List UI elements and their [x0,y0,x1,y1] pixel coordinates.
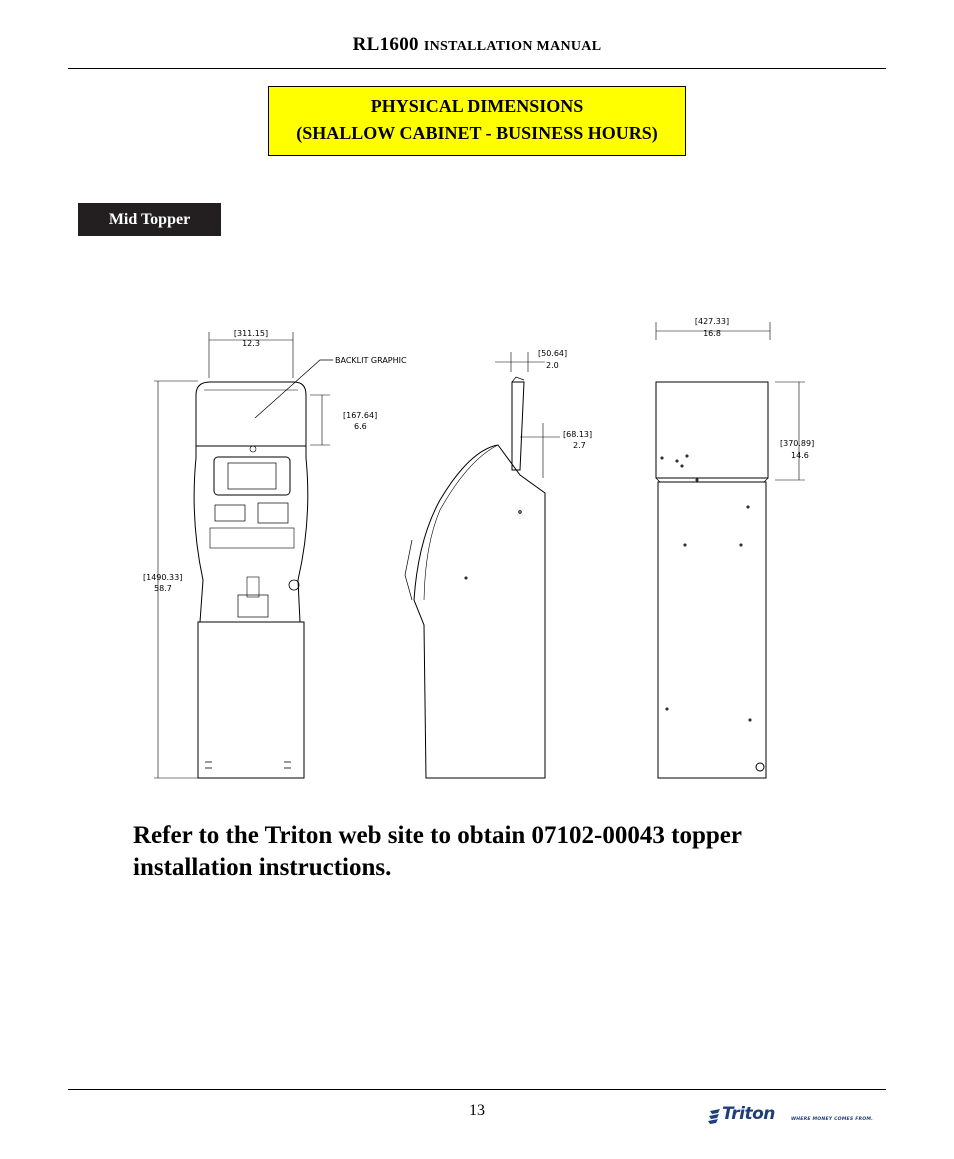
header-title: RL1600 INSTALLATION MANUAL [352,34,602,55]
overall-height-label: [1490.33] [143,573,183,582]
topper-height-inch-label: 6.6 [354,422,367,431]
mid-topper-tag: Mid Topper [78,203,221,236]
front-view [154,332,333,778]
section-title-line1: PHYSICAL DIMENSIONS [370,96,584,116]
page-number: 13 [469,1102,485,1119]
header-title-smallcaps: INSTALLATION MANUAL [423,39,602,54]
rear-view [656,322,805,778]
triton-swoosh-icon [708,1108,722,1126]
section-title-line2: (SHALLOW CABINET - BUSINESS HOURS) [296,123,658,143]
side-depth-label: [50.64] [538,349,568,358]
rear-topper-height-label: [370.89] [780,439,815,448]
logo-tagline: WHERE MONEY COMES FROM. [791,1117,874,1122]
side-view [405,352,560,778]
footer-rule [68,1089,886,1090]
topper-instructions: Refer to the Triton web site to obtain 07102-00043 topper installation instructions. [133,822,742,881]
triton-logo [708,1106,878,1130]
rear-topper-height-inch-label: 14.6 [791,451,809,460]
front-width-label: [311.15] [233,329,269,338]
front-width-inch-label: 12.3 [242,339,260,348]
side-offset-inch-label: 2.7 [573,441,586,450]
side-depth-inch-label: 2.0 [546,361,559,370]
logo-word: Triton [722,1104,775,1124]
rear-width-inch-label: 16.8 [703,329,721,338]
side-offset-label: [68.13] [563,430,593,439]
topper-height-label: [167.64] [343,411,378,420]
backlit-graphic-callout: BACKLIT GRAPHIC [335,356,407,365]
overall-height-inch-label: 58.7 [154,584,172,593]
rear-width-label: [427.33] [694,317,730,326]
